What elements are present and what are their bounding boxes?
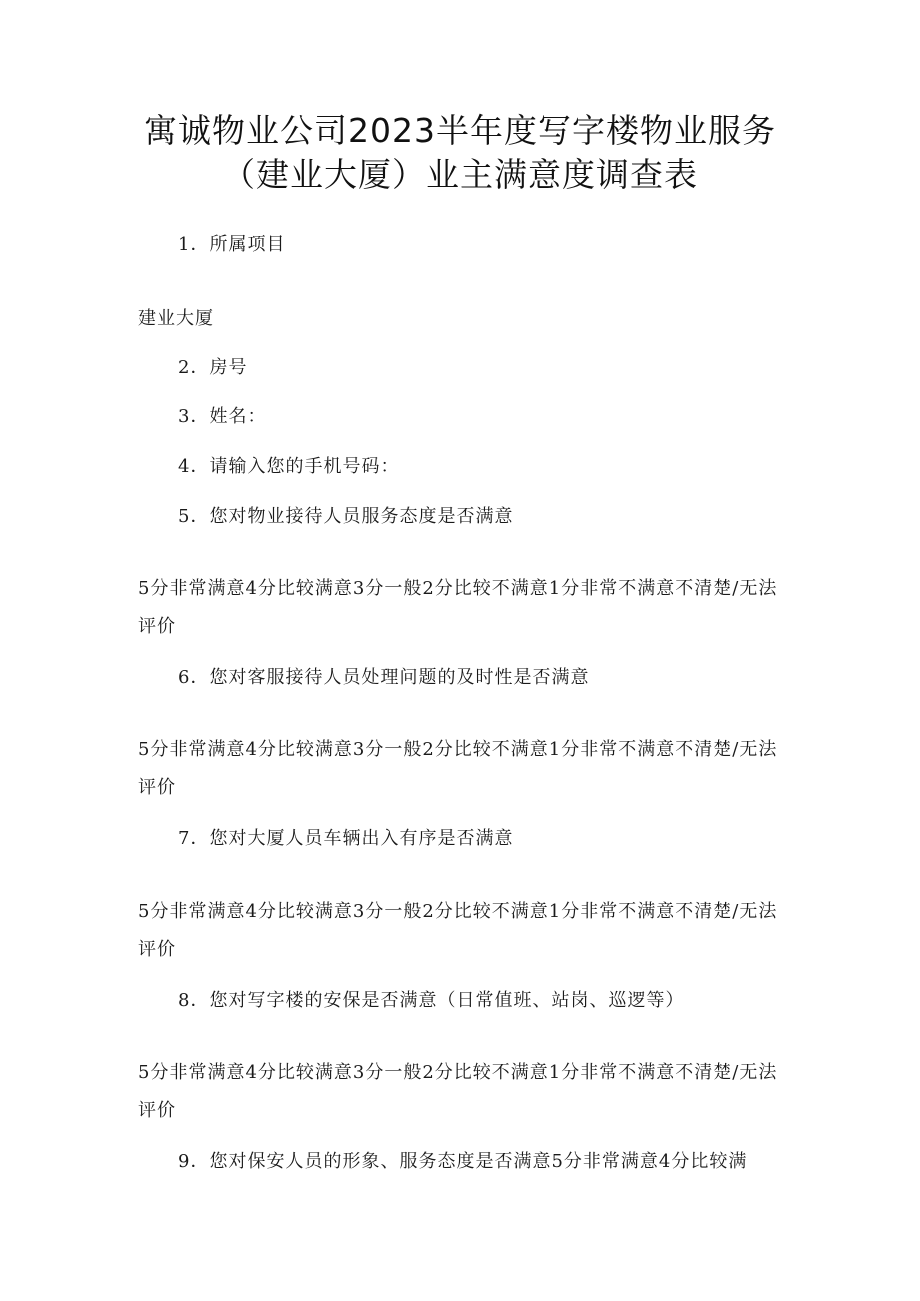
rating-options-q5: 5分非常满意4分比较满意3分一般2分比较不满意1分非常不满意不清楚/无法评价 [138, 578, 778, 637]
document-title-line-1: 寓诚物业公司2023半年度写字楼物业服务 [144, 111, 776, 150]
question-7: 7．您对大厦人员车辆出入有序是否满意 [178, 828, 514, 849]
question-5: 5．您对物业接待人员服务态度是否满意 [178, 506, 514, 527]
question-9: 9．您对保安人员的形象、服务态度是否满意5分非常满意4分比较满 [178, 1151, 748, 1172]
question-3: 3．姓名： [178, 406, 267, 427]
document-title-line-2: （建业大厦）业主满意度调查表 [222, 155, 698, 194]
rating-options-q6: 5分非常满意4分比较满意3分一般2分比较不满意1分非常不满意不清楚/无法评价 [138, 739, 778, 798]
question-8: 8．您对写字楼的安保是否满意（日常值班、站岗、巡逻等） [178, 990, 685, 1011]
rating-options-q7: 5分非常满意4分比较满意3分一般2分比较不满意1分非常不满意不清楚/无法评价 [138, 901, 778, 960]
question-4: 4．请输入您的手机号码： [178, 456, 400, 477]
question-2: 2．房号 [178, 357, 248, 378]
question-6: 6．您对客服接待人员处理问题的及时性是否满意 [178, 667, 590, 688]
rating-options-q8: 5分非常满意4分比较满意3分一般2分比较不满意1分非常不满意不清楚/无法评价 [138, 1062, 778, 1121]
answer-project: 建业大厦 [138, 308, 214, 329]
question-1: 1．所属项目 [178, 234, 286, 255]
